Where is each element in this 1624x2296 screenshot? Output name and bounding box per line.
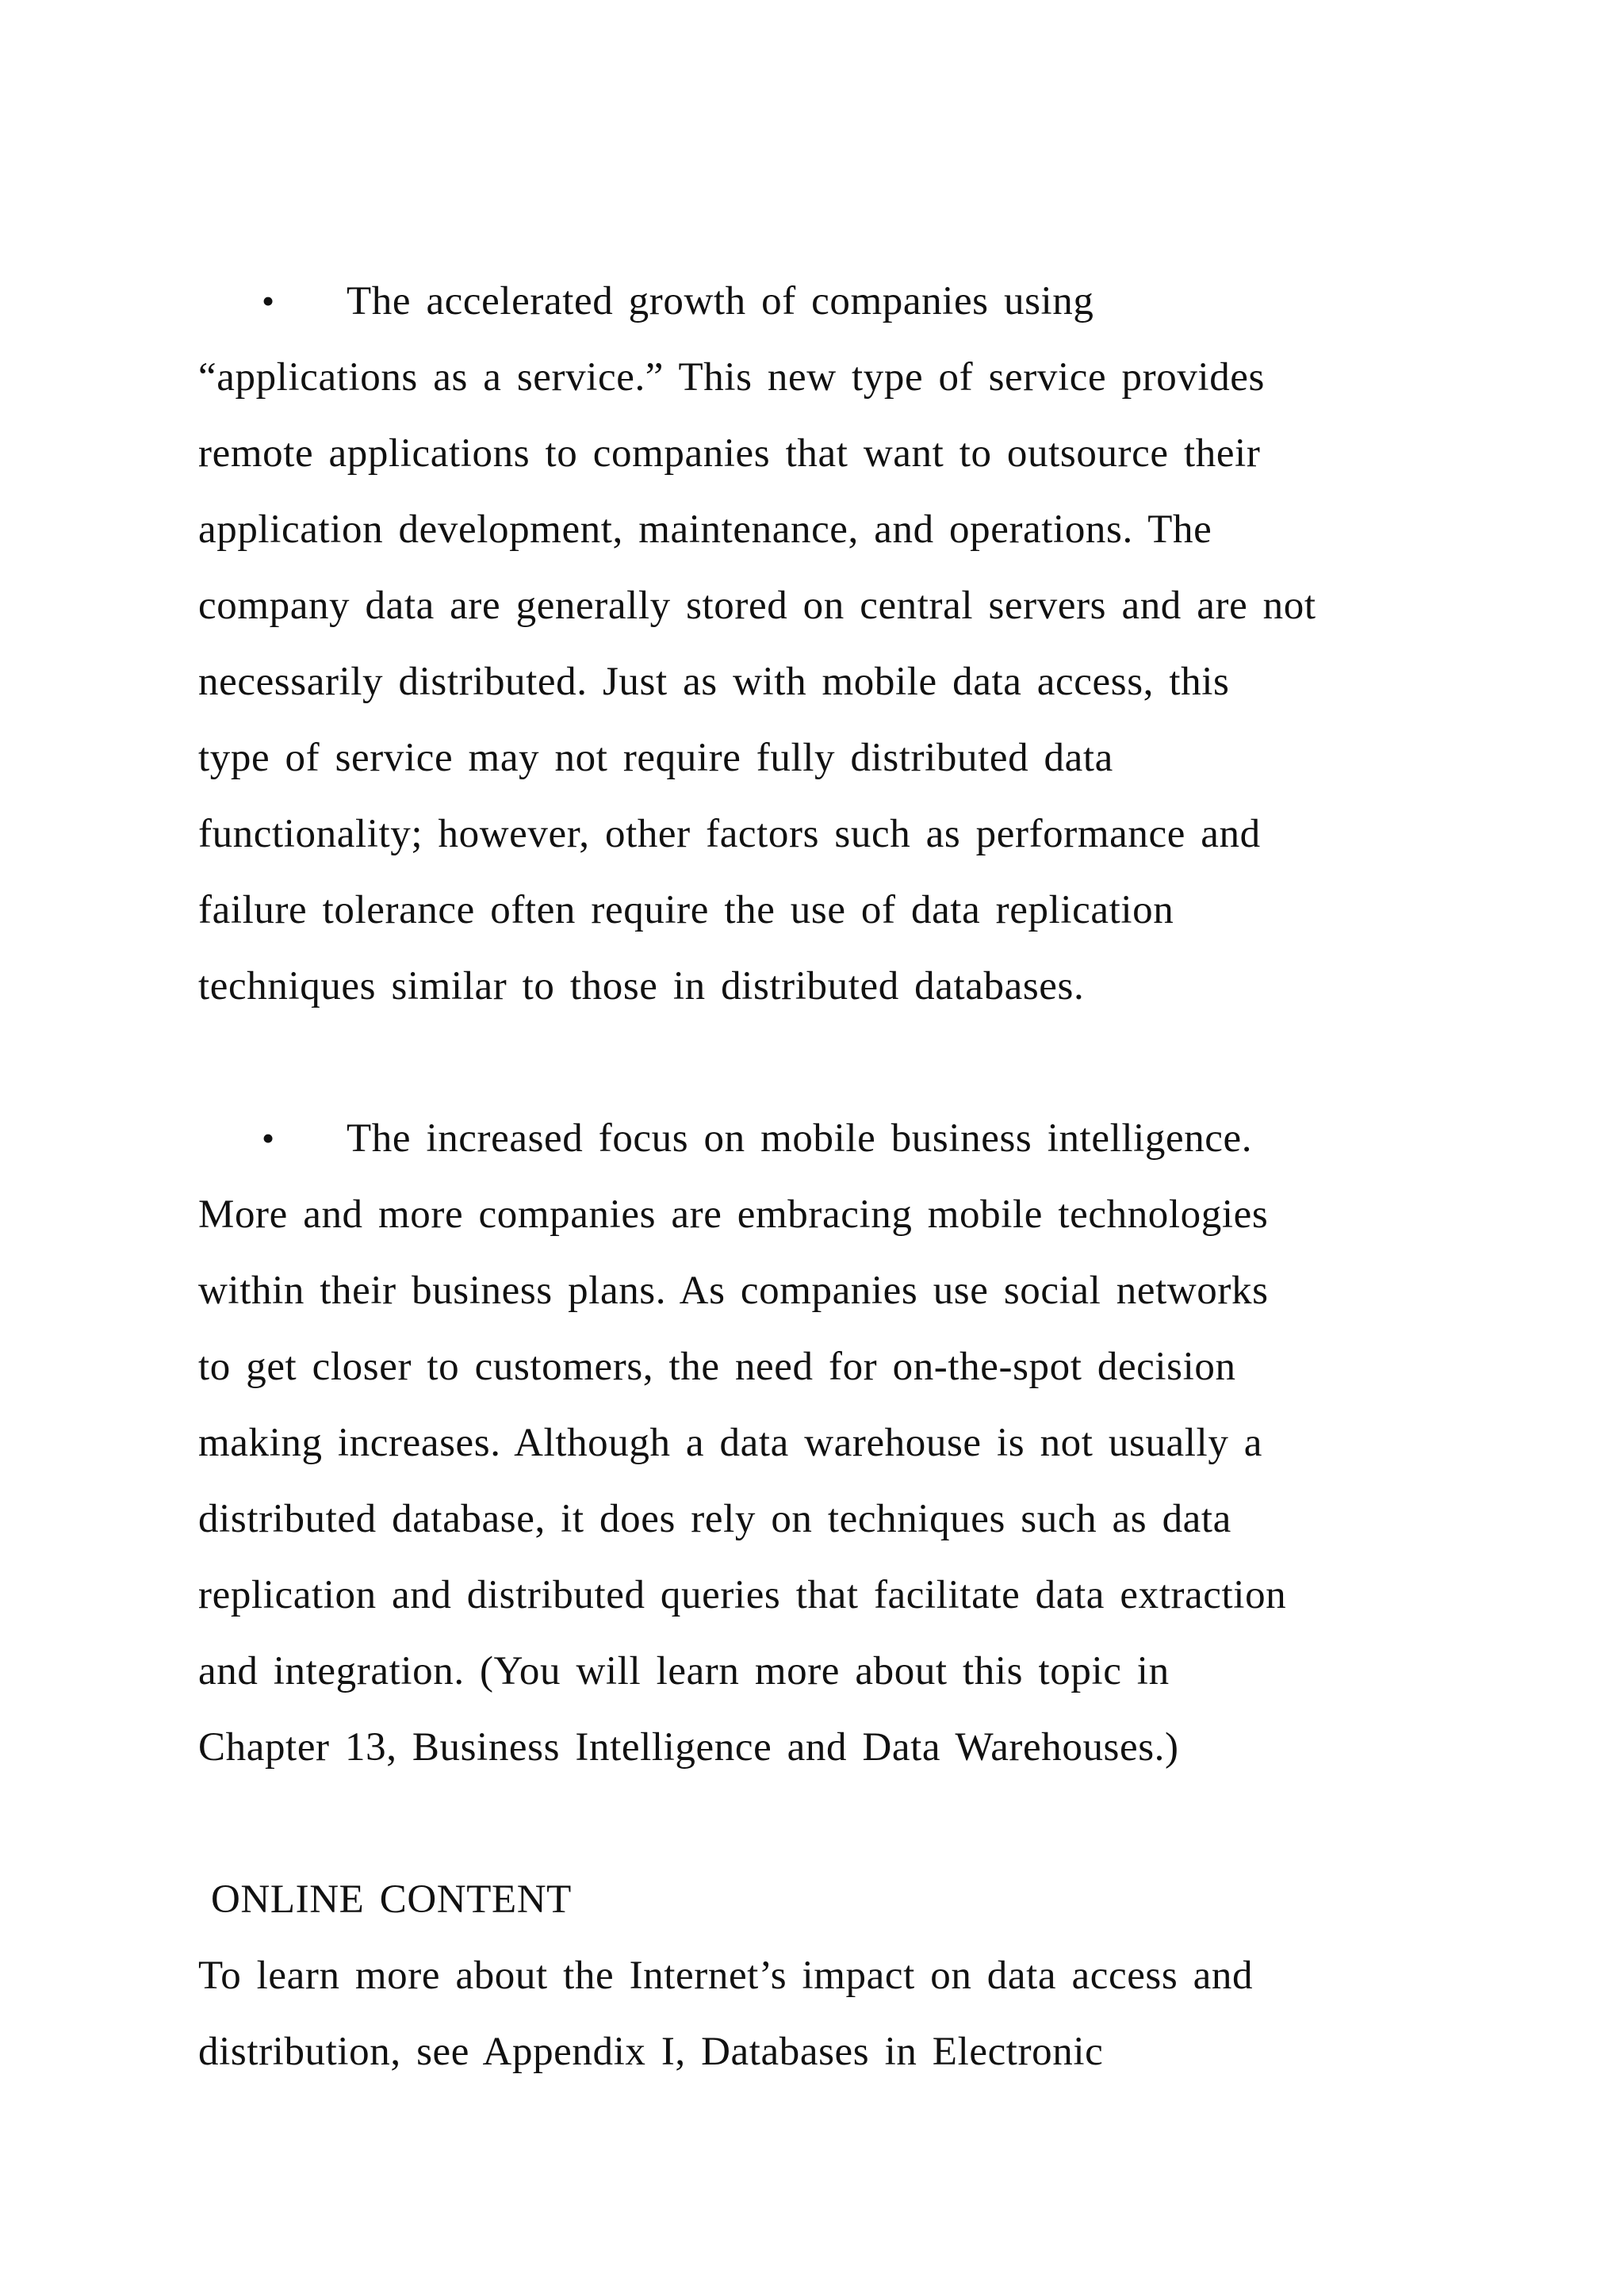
- bullet-2-line-7: replication and distributed queries that facilitate data extraction: [198, 1573, 1287, 1617]
- online-content-line-2: distribution, see Appendix I, Databases in Electronic: [198, 2030, 1104, 2074]
- bullet-1-line-3: remote applications to companies that want to outsource their: [198, 431, 1261, 476]
- bullet-1-line-4: application development, maintenance, and operations. The: [198, 507, 1212, 552]
- bullet-2-line-2: More and more companies are embracing mobile technologies: [198, 1192, 1269, 1237]
- bullet-2-line-9: Chapter 13, Business Intelligence and Data Warehouses.): [198, 1725, 1179, 1770]
- bullet-1-marker: •: [262, 281, 275, 321]
- bullet-1-line-1: The accelerated growth of companies using: [347, 279, 1094, 323]
- bullet-1-line-7: type of service may not require fully distributed data: [198, 736, 1113, 780]
- bullet-1-line-5: company data are generally stored on central servers and are not: [198, 584, 1316, 628]
- bullet-2-marker: •: [262, 1118, 275, 1158]
- bullet-2-line-4: to get closer to customers, the need for on-the-spot decision: [198, 1345, 1236, 1389]
- bullet-1-line-9: failure tolerance often require the use of data replication: [198, 888, 1174, 932]
- bullet-2-line-3: within their business plans. As companies use social networks: [198, 1269, 1269, 1313]
- bullet-1-line-2: “applications as a service.” This new type of service provides: [198, 355, 1265, 400]
- bullet-2-line-8: and integration. (You will learn more about this topic in: [198, 1649, 1170, 1693]
- bullet-1-line-8: functionality; however, other factors such as performance and: [198, 812, 1261, 856]
- bullet-1-line-6: necessarily distributed. Just as with mobile data access, this: [198, 660, 1230, 704]
- online-content-line-1: To learn more about the Internet’s impact on data access and: [198, 1954, 1254, 1998]
- bullet-2-line-6: distributed database, it does rely on techniques such as data: [198, 1497, 1231, 1541]
- bullet-1-line-10: techniques similar to those in distributed databases.: [198, 964, 1085, 1008]
- online-content-heading: ONLINE CONTENT: [211, 1877, 572, 1922]
- bullet-2-line-1: The increased focus on mobile business intelligence.: [347, 1116, 1253, 1161]
- bullet-2-line-5: making increases. Although a data warehouse is not usually a: [198, 1421, 1263, 1465]
